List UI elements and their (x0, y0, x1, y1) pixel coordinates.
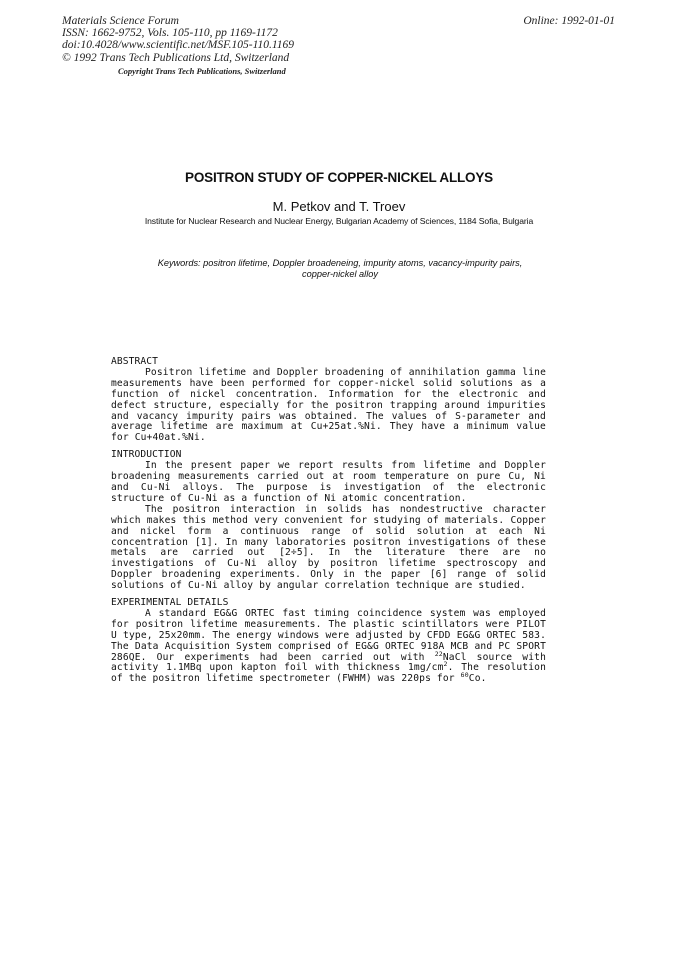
sodium-isotope-mass: 22 (434, 649, 443, 658)
experimental-section (111, 598, 546, 685)
keywords-line-2: copper-nickel alloy (302, 269, 378, 279)
journal-name: Materials Science Forum (62, 15, 179, 27)
abstract-heading: ABSTRACT (111, 356, 159, 367)
issn-line: ISSN: 1662-9752, Vols. 105-110, pp 1169-1172 (62, 27, 278, 40)
cobalt-isotope-mass: 60 (460, 671, 469, 680)
doi-link[interactable]: doi:10.4028/www.scientific.net/MSF.105-110.1169 (62, 39, 295, 52)
introduction-paragraph-1: In the present paper we report results from lifetime and Doppler broadening measurements carried out at room temperature on pure Cu, Ni and Cu-Ni alloys. The purpose is investigation of the electronic structure of Cu-Ni as a function of Ni atomic concentration. (111, 460, 546, 504)
publisher-line: © 1992 Trans Tech Publications Ltd, Switzerland (62, 51, 290, 64)
author-affiliation: Institute for Nuclear Research and Nuclear Energy, Bulgarian Academy of Sciences, 1184 Sofia, Bulgaria (144, 216, 534, 226)
online-date: Online: 1992-01-01 (523, 15, 615, 27)
abstract-text: Positron lifetime and Doppler broadening of annihilation gamma line measurements have been performed for copper-nickel solid solutions as a function of nickel concentration. Information for the electronic and defect structure, especially for the positron trapping around impurities and vacancy impurity pairs was obtained. The values of S-parameter and average lifetime are maximum at Cu+25at.%Ni. They have a minimum value for Cu+40at.%Ni. (111, 366, 546, 444)
experimental-paragraph: A standard EG&G ORTEC fast timing coincidence system was employed for positron lifetime measurements. The plastic scintillators were PILOT U type, 25x20mm. The energy windows were adjusted by CFDD EG&G ORTEC 583. The Data Acquisition System comprised of EG&G ORTEC 918A MCB and PC SPORT 286QE. Our experiments had been carried out with $^{22}$NaCl source with activity 1.1MBq upon kapton foil with thickness $1mg/cm^2$. The resolution of the positron lifetime spectrometer (FWHM) was 220ps for $^{60}$Co. (111, 607, 547, 685)
introduction-heading: INTRODUCTION (111, 449, 182, 461)
publication-metadata (62, 15, 294, 64)
area-exponent: 2 (443, 660, 448, 669)
paper-authors: M. Petkov and T. Troev (272, 199, 406, 214)
keywords-line-1: Keywords: positron lifetime, Doppler broadeneing, impurity atoms, vacancy-impurity pairs, (157, 258, 523, 268)
paper-body (111, 357, 546, 691)
introduction-paragraph-2: The positron interaction in solids has nondestructive character which makes this method very convenient for studying of materials. Copper and nickel form a continuous range of solid solution at each Ni concentration [1]. In many laboratories positron investigations of these metals are carried out [2÷5]. In the literature there are no investigations of Cu-Ni alloy by positron lifetime spectroscopy and Doppler broadening experiments. Only in the paper [6] range of solid solutions of Cu-Ni alloy by angular correlation technique are studied. (111, 503, 546, 592)
paper-title: POSITRON STUDY OF COPPER-NICKEL ALLOYS (185, 170, 493, 185)
abstract-section (111, 357, 546, 444)
copyright-notice: Copyright Trans Tech Publications, Switzerland (118, 66, 286, 76)
experimental-heading: EXPERIMENTAL DETAILS (111, 597, 229, 609)
introduction-section (111, 450, 546, 592)
keywords (120, 258, 560, 280)
